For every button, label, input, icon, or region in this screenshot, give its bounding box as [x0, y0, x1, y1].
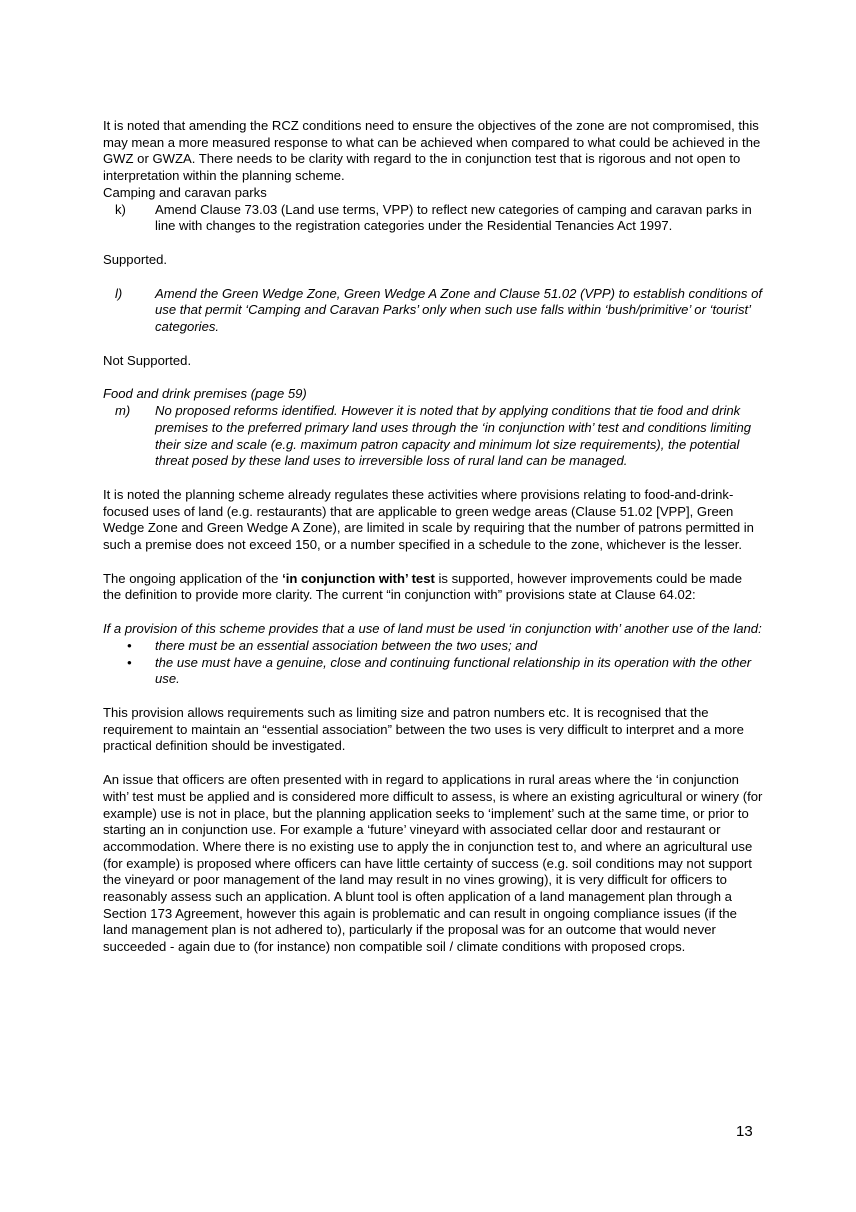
document-body [103, 118, 763, 956]
response-not-supported: Not Supported. [103, 352, 192, 368]
paragraph-ongoing [103, 571, 763, 604]
text-m: No proposed reforms identified. However it is noted that by applying conditions that tie food and drink premises to the preferred primary land uses through the ‘in conjunction with’ test and conditions limiting their size and scale (e.g. maximum patron capacity and minimum lot size requirements), the potential threat posed by these land uses to irreversible loss of rural land can be managed. [155, 403, 752, 469]
paragraph-provision: This provision allows requirements such as limiting size and patron numbers etc. It is recognised that the requirement to maintain an “essential association” between the two uses is very difficult to interpret and a more practical definition should be investigated. [103, 704, 744, 754]
paragraph-issue: An issue that officers are often presented with in regard to applications in rural areas where the ‘in conjunction with’ test must be applied and is considered more difficult to assess, is where an existing agricultural or winery (for example) use is not in place, but the planning application seeks to ‘implement’ such at the same time, or prior to starting an in conjunction use. For example a ‘future’ vineyard with associated cellar door and restaurant or accommodation. Where there is no existing use to apply the in conjunction test to, and where an agricultural use (for example) is proposed where officers can have little certainty of success (e.g. soil conditions may not support the vineyard or poor management of the land may result in no vines growing), it is very difficult for officers to reasonably assess such an application. A blunt tool is often application of a land management plan through a Section 173 Agreement, however this again is problematic and can result in ongoing compliance issues (if the land management plan is not adhered to), particularly if the proposal was for an outcome that would never succeeded - again due to (for instance) non compatible soil / climate conditions with proposed crops. [103, 772, 763, 955]
bullet-text: there must be an essential association between the two uses; and [155, 637, 538, 653]
ongoing-bold: ‘in conjunction with’ test [282, 570, 435, 586]
marker-l: l) [115, 285, 123, 301]
bullet-item [103, 655, 763, 688]
bullet-item [103, 638, 763, 655]
page-number: 13 [736, 1123, 753, 1140]
list-item-l [103, 286, 763, 336]
marker-k: k) [115, 201, 126, 217]
heading-food: Food and drink premises (page 59) [103, 386, 307, 402]
marker-m: m) [115, 403, 131, 419]
ongoing-post: is supported, however improvements could be made the definition to provide more clarity. The current “in conjunction with” provisions state at Clause 64.02: [103, 570, 742, 603]
list-item-m [103, 403, 763, 470]
bullet-marker: • [127, 654, 132, 670]
response-supported: Supported. [103, 251, 168, 267]
text-k: Amend Clause 73.03 (Land use terms, VPP) to reflect new categories of camping and caravan parks in line with changes to the registration categories under the Residential Tenancies Act 1997. [155, 201, 752, 234]
bullet-marker: • [127, 637, 132, 653]
list-item-k [103, 202, 763, 235]
text-l: Amend the Green Wedge Zone, Green Wedge A Zone and Clause 51.02 (VPP) to establish conditions of use that permit ‘Camping and Caravan Parks’ only when such use falls within ‘bush/primitive’ or ‘tourist’ categories. [155, 285, 763, 335]
quote-intro: If a provision of this scheme provides that a use of land must be used ‘in conjunction with’ another use of the land: [103, 621, 762, 637]
paragraph-food: It is noted the planning scheme already regulates these activities where provisions relating to food-and-drink-focused uses of land (e.g. restaurants) that are applicable to green wedge areas (Clause 51.02 [VPP], Green Wedge Zone and Green Wedge A Zone), are limited in scale by requiring that the number of patrons permitted in such a premise does not exceed 150, or a number specified in a schedule to the zone, whichever is the lesser. [103, 486, 754, 553]
heading-camping: Camping and caravan parks [103, 184, 267, 200]
ongoing-pre: The ongoing application of the [103, 570, 283, 586]
bullet-text: the use must have a genuine, close and continuing functional relationship in its operation with the other use. [155, 654, 752, 687]
paragraph-rcz: It is noted that amending the RCZ conditions need to ensure the objectives of the zone are not compromised, this may mean a more measured response to what can be achieved when compared to what could be achieved in the GWZ or GWZA. There needs to be clarity with regard to the in conjunction test that is rigorous and not open to interpretation within the planning scheme. [103, 118, 761, 184]
